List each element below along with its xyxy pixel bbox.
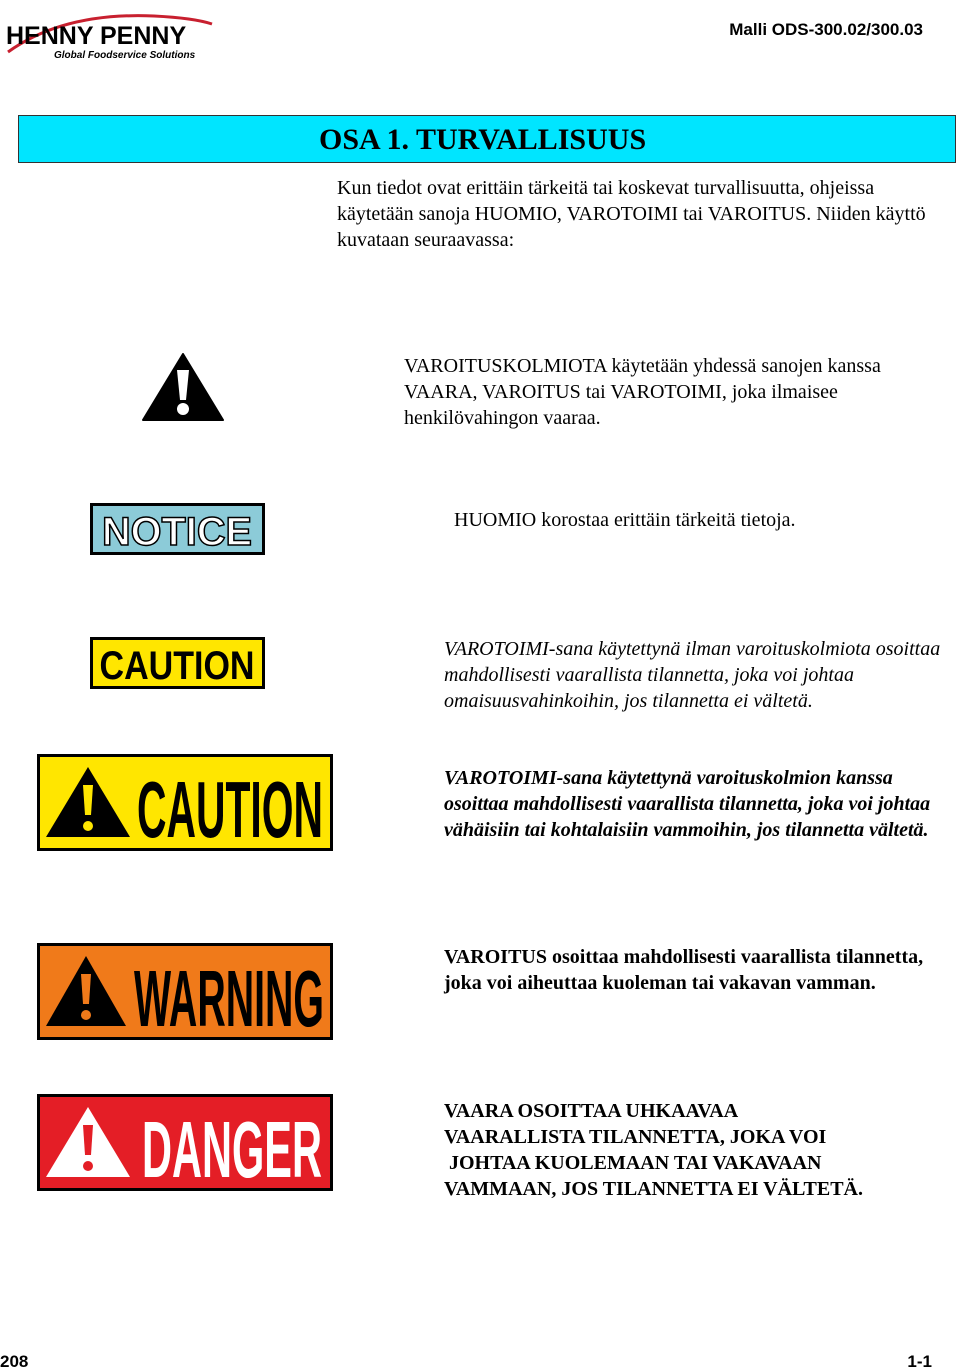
logo-wordmark: HENNY PENNY: [6, 22, 187, 50]
caution-symbol-sign: [36, 753, 334, 852]
danger-sign-label: DANGER: [142, 1105, 322, 1194]
danger-description: VAARA OSOITTAA UHKAAVAA VAARALLISTA TILANNETTA, JOKA VOI JOHTAA KUOLEMAAN TAI VAKAVAAN VAMMAAN, JOS TILANNETTA EI VÄLTETÄ.: [444, 1100, 863, 1200]
notice-description: HUOMIO korostaa erittäin tärkeitä tietoja.: [454, 509, 796, 531]
warning-triangle-icon: [141, 352, 225, 422]
logo-tagline: Global Foodservice Solutions: [54, 50, 196, 61]
warning-sign-label: WARNING: [134, 954, 324, 1043]
warning-sign: [36, 942, 334, 1041]
model-number: Malli ODS-300.02/300.03: [729, 20, 923, 39]
caution-description: VAROTOIMI-sana käytettynä ilman varoituskolmiota osoittaa mahdollisesti vaarallista tilannetta, joka voi johtaa omaisuusvahinkoihin, jos tilannetta ei vältetä.: [444, 638, 941, 712]
caution-sign: [89, 636, 266, 690]
section-banner: [18, 115, 956, 163]
page-number-right: 1-1: [907, 1352, 932, 1371]
notice-sign: [89, 502, 266, 556]
page-number-left: 208: [0, 1352, 29, 1371]
section-title: OSA 1. TURVALLISUUS: [319, 123, 647, 156]
intro-text: Kun tiedot ovat erittäin tärkeitä tai koskevat turvallisuutta, ohjeissa käytetään sanoja HUOMIO, VAROTOIMI tai VAROITUS. Niiden käyttö kuvataan seuraavassa:: [337, 177, 926, 251]
henny-penny-logo: [4, 6, 218, 64]
danger-sign: [36, 1093, 334, 1192]
caution-symbol-description: VAROTOIMI-sana käytettynä varoituskolmion kanssa osoittaa mahdollisesti vaarallista tilannetta, joka voi johtaa vähäisiin tai kohtalaisiin vammoihin, jos tilannetta vältetä.: [444, 767, 931, 841]
triangle-description: VAROITUSKOLMIOTA käytetään yhdessä sanojen kanssa VAARA, VAROITUS tai VAROTOIMI, joka ilmaisee henkilövahingon vaaraa.: [404, 355, 881, 429]
caution-sign-label: CAUTION: [99, 644, 255, 688]
warning-description: VAROITUS osoittaa mahdollisesti vaarallista tilannetta, joka voi aiheuttaa kuoleman tai vakavan vamman.: [444, 946, 924, 994]
notice-sign-label: NOTICE: [102, 510, 252, 554]
caution-symbol-sign-label: CAUTION: [137, 765, 323, 854]
